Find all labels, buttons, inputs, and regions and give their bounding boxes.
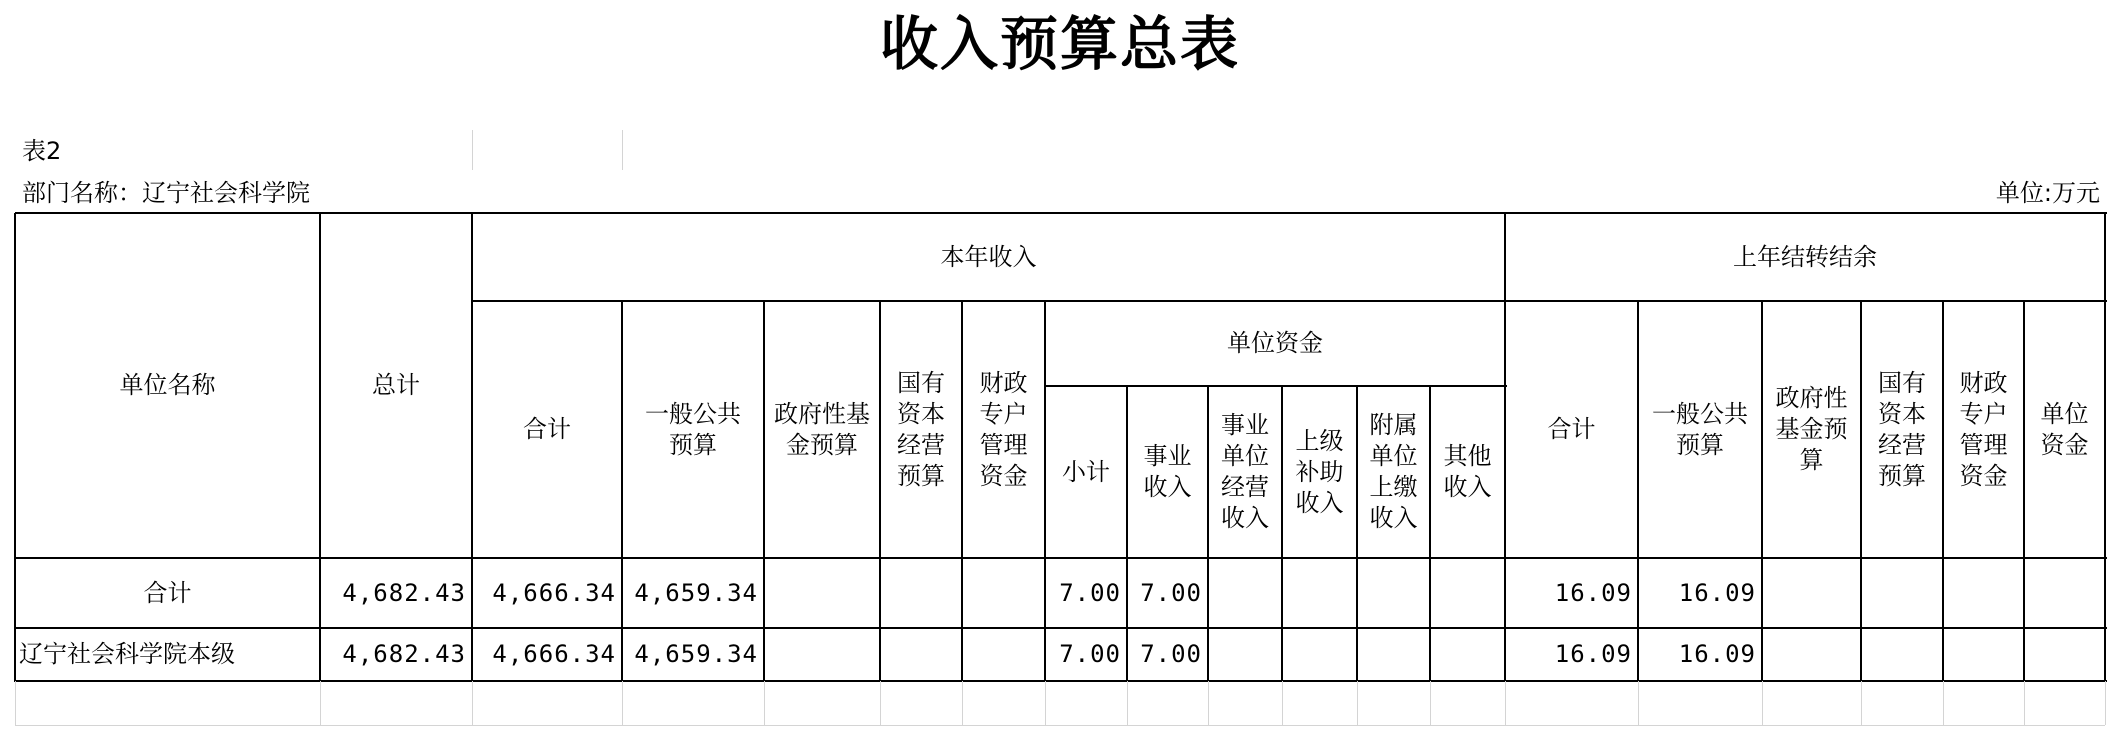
cell-uf-business: 7.00 bbox=[1140, 640, 1202, 668]
table-rule bbox=[1044, 301, 1046, 682]
empty-row-rule bbox=[1127, 681, 1128, 725]
empty-row-rule bbox=[15, 725, 2105, 726]
cell-co-general: 16.09 bbox=[1678, 578, 1756, 607]
cell-total: 4,682.43 bbox=[342, 578, 466, 607]
table-rule bbox=[14, 213, 16, 682]
header-co-state-capital: 国有资本经营预算 bbox=[1878, 368, 1926, 490]
empty-row-rule bbox=[1762, 681, 1763, 725]
empty-row-rule bbox=[1943, 681, 1944, 725]
header-total: 总计 bbox=[372, 371, 420, 399]
header-ci-fiscal-account: 财政专户管理资金 bbox=[979, 368, 1028, 490]
header-ci-state-capital: 国有资本经营预算 bbox=[897, 368, 945, 490]
cell-uf-business: 7.00 bbox=[1140, 578, 1202, 607]
empty-row-rule bbox=[962, 681, 963, 725]
header-carryover: 上年结转结余 bbox=[1733, 242, 1877, 271]
table-rule bbox=[15, 627, 2107, 629]
table-rule bbox=[879, 301, 881, 682]
department-name: 部门名称：辽宁社会科学院 bbox=[22, 179, 310, 207]
cell-co-gov-fund bbox=[1762, 558, 1861, 628]
empty-row-rule bbox=[15, 681, 16, 725]
header-ci-gov-fund: 政府性基金预算 bbox=[774, 399, 870, 459]
table-rule bbox=[1504, 213, 1506, 682]
table-rule bbox=[1429, 386, 1431, 682]
empty-row-rule bbox=[1045, 681, 1046, 725]
cell-uf-superior-subsidy bbox=[1282, 558, 1357, 628]
row-name: 辽宁社会科学院本级 bbox=[19, 640, 235, 668]
table-rule bbox=[1860, 301, 1862, 682]
header-co-gov-fund: 政府性基金预算 bbox=[1775, 384, 1848, 474]
empty-row-rule bbox=[1861, 681, 1862, 725]
empty-row-rule bbox=[1282, 681, 1283, 725]
cell-uf-other bbox=[1430, 628, 1505, 681]
header-uf-business: 事业收入 bbox=[1143, 442, 1192, 501]
cell-co-state-capital bbox=[1861, 558, 1943, 628]
cell-ci-general: 4,659.34 bbox=[634, 640, 758, 668]
cell-ci-fiscal-account bbox=[962, 628, 1045, 681]
cell-uf-other bbox=[1430, 558, 1505, 628]
table-rule bbox=[2104, 213, 2106, 682]
table-rule bbox=[471, 213, 473, 682]
table-rule bbox=[1126, 386, 1128, 682]
empty-row-rule bbox=[1638, 681, 1639, 725]
header-uf-superior-subsidy: 上级补助收入 bbox=[1295, 426, 1344, 517]
table-rule bbox=[2023, 301, 2025, 682]
header-ci-general: 一般公共预算 bbox=[645, 399, 741, 459]
table-rule bbox=[1942, 301, 1944, 682]
empty-row-rule bbox=[880, 681, 881, 725]
row-name: 合计 bbox=[143, 578, 192, 607]
table-rule bbox=[1637, 301, 1639, 682]
header-co-general: 一般公共预算 bbox=[1652, 399, 1748, 459]
table-rule bbox=[1045, 385, 1507, 387]
table-rule bbox=[1356, 386, 1358, 682]
empty-row-rule bbox=[1357, 681, 1358, 725]
cell-ci-total: 4,666.34 bbox=[492, 578, 616, 607]
header-ci-unit-funds: 单位资金 bbox=[1227, 329, 1323, 357]
cell-ci-state-capital bbox=[880, 628, 962, 681]
empty-row-rule bbox=[622, 681, 623, 725]
cell-uf-affiliated bbox=[1357, 558, 1430, 628]
page-title: 收入预算总表 bbox=[879, 10, 1240, 78]
header-uf-other: 其他收入 bbox=[1443, 442, 1492, 501]
table-number: 表2 bbox=[22, 137, 62, 165]
header-uf-affiliated: 附属单位上缴收入 bbox=[1369, 411, 1418, 532]
cell-uf-subtotal: 7.00 bbox=[1059, 640, 1121, 668]
empty-row-rule bbox=[2024, 681, 2025, 725]
table-rule bbox=[1207, 386, 1209, 682]
table-rule bbox=[1281, 386, 1283, 682]
unit-label: 单位:万元 bbox=[1995, 179, 2100, 207]
table-rule bbox=[15, 680, 2107, 682]
cell-ci-total: 4,666.34 bbox=[492, 640, 616, 668]
cell-uf-affiliated bbox=[1357, 628, 1430, 681]
header-uf-business-ops: 事业单位经营收入 bbox=[1221, 411, 1269, 532]
cell-uf-subtotal: 7.00 bbox=[1059, 578, 1121, 607]
cell-uf-business-ops bbox=[1208, 628, 1282, 681]
cell-ci-fiscal-account bbox=[962, 558, 1045, 628]
cell-uf-business-ops bbox=[1208, 558, 1282, 628]
cell-total: 4,682.43 bbox=[342, 640, 466, 668]
header-unit-name: 单位名称 bbox=[119, 371, 216, 399]
empty-row-rule bbox=[1430, 681, 1431, 725]
cell-co-unit-funds bbox=[2024, 628, 2105, 681]
empty-row-rule bbox=[320, 681, 321, 725]
header-current-income: 本年收入 bbox=[940, 242, 1037, 271]
table-rule bbox=[763, 301, 765, 682]
cell-ci-gov-fund bbox=[764, 628, 880, 681]
cell-co-fiscal-account bbox=[1943, 558, 2024, 628]
cell-co-general: 16.09 bbox=[1678, 640, 1756, 668]
header-uf-subtotal: 小计 bbox=[1062, 457, 1110, 486]
cell-co-total: 16.09 bbox=[1554, 640, 1632, 668]
header-co-fiscal-account: 财政专户管理资金 bbox=[1959, 368, 2008, 490]
table-rule bbox=[319, 213, 321, 682]
header-ci-total: 合计 bbox=[523, 415, 571, 443]
table-rule bbox=[15, 557, 2107, 559]
empty-row-rule bbox=[2105, 681, 2106, 725]
table-rule bbox=[1761, 301, 1763, 682]
cell-co-unit-funds bbox=[2024, 558, 2105, 628]
empty-row-rule bbox=[472, 681, 473, 725]
empty-row-rule bbox=[764, 681, 765, 725]
cell-co-gov-fund bbox=[1762, 628, 1861, 681]
table-rule bbox=[15, 212, 2107, 214]
cell-ci-general: 4,659.34 bbox=[634, 578, 758, 607]
header-co-total: 合计 bbox=[1547, 415, 1596, 443]
table-rule bbox=[621, 301, 623, 682]
header-co-unit-funds: 单位资金 bbox=[2040, 399, 2089, 459]
cell-uf-superior-subsidy bbox=[1282, 628, 1357, 681]
cell-ci-gov-fund bbox=[764, 558, 880, 628]
cell-co-fiscal-account bbox=[1943, 628, 2024, 681]
table-rule bbox=[961, 301, 963, 682]
cell-ci-state-capital bbox=[880, 558, 962, 628]
empty-row-rule bbox=[1505, 681, 1506, 725]
empty-row-rule bbox=[1208, 681, 1209, 725]
cell-co-state-capital bbox=[1861, 628, 1943, 681]
cell-co-total: 16.09 bbox=[1554, 578, 1632, 607]
